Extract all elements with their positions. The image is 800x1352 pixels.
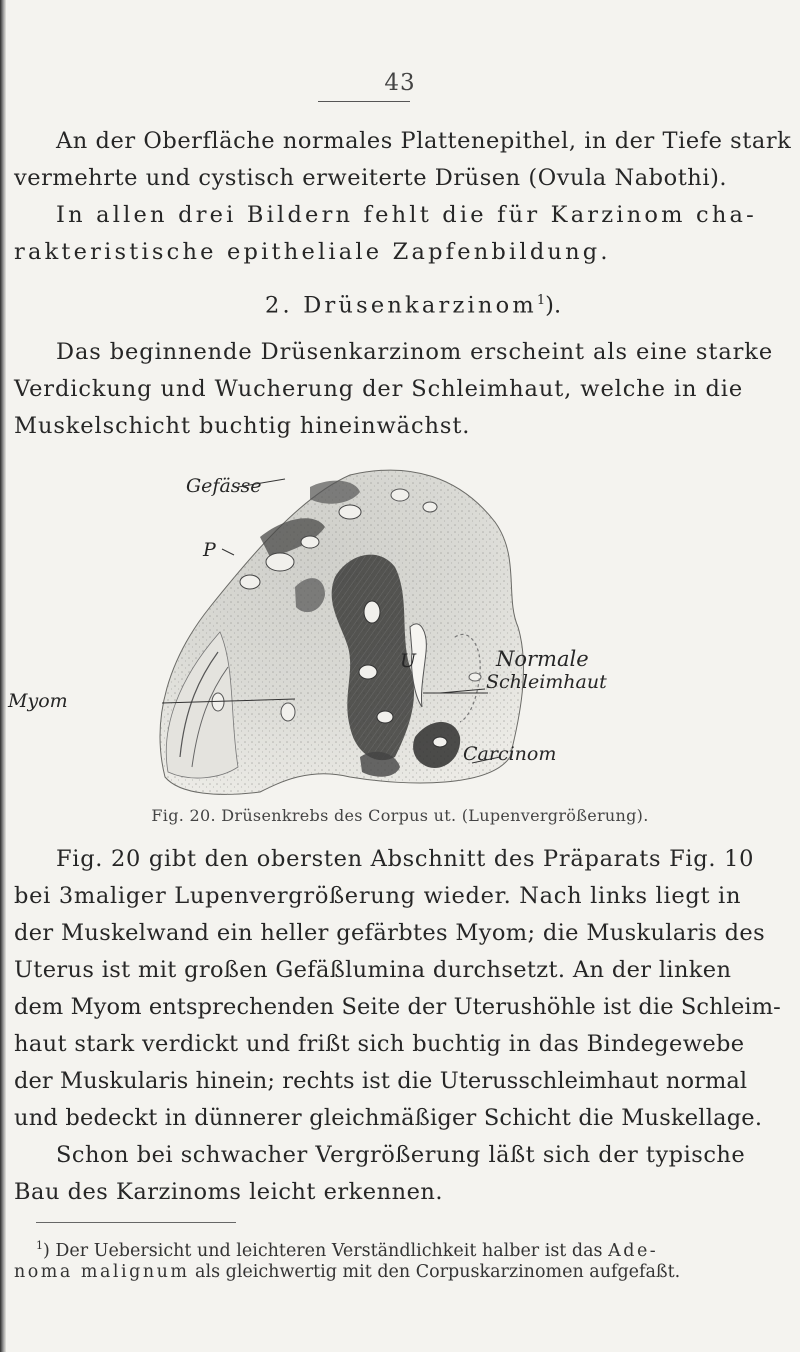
intro-line-1: An der Oberfläche normales Plattenepithel, in der Tiefe stark [56, 128, 792, 154]
spaced-line-2: rakteristische epitheliale Zapfenbildung. [14, 239, 611, 265]
footnote-text-1: ) Der Uebersicht und leichteren Verständlichkeit halber ist das [43, 1240, 603, 1261]
microscopy-illustration [110, 467, 710, 797]
figure-caption: Fig. 20. Drüsenkrebs des Corpus ut. (Lupenvergrößerung). [151, 806, 649, 825]
label-u: U [400, 650, 417, 672]
label-gefaesse: Gefässe [186, 475, 262, 497]
label-normale: Normale [496, 647, 589, 671]
section-heading-text: 2. Drüsenkarzinom [265, 292, 537, 319]
body-line-5: dem Myom entsprechenden Seite der Uterushöhle ist die Schleim- [14, 994, 781, 1020]
footnote-spaced-2: noma malignum [14, 1262, 190, 1282]
section-heading [265, 286, 561, 321]
section-line-2: Verdickung und Wucherung der Schleimhaut, welche in die [14, 376, 744, 402]
section-line-1: Das beginnende Drüsenkarzinom erscheint als eine starke [56, 339, 774, 365]
intro-line-2: vermehrte und cystisch erweiterte Drüsen (Ovula Nabothi). [14, 165, 728, 191]
footnote-line-1 [36, 1234, 658, 1263]
section-heading-close: ). [545, 292, 562, 319]
section-line-3: Muskelschicht buchtig hineinwächst. [14, 413, 471, 439]
body-line-1: Fig. 20 gibt den obersten Abschnitt des Präparats Fig. 10 [56, 846, 755, 872]
page-number: 43 [384, 70, 416, 96]
body-line-10: Bau des Karzinoms leicht erkennen. [14, 1179, 444, 1205]
body-line-8: und bedeckt in dünnerer gleichmäßiger Schicht die Muskellage. [14, 1105, 763, 1131]
footnote-ref-mark: 1 [536, 293, 546, 308]
body-line-6: haut stark verdickt und frißt sich buchtig in das Bindegewebe [14, 1031, 745, 1057]
spaced-line-1: In allen drei Bildern fehlt die für Karzinom cha- [56, 202, 757, 228]
footnote-line-2 [14, 1260, 680, 1284]
footnote-spaced-1: Ade- [608, 1240, 659, 1261]
body-line-7: der Muskularis hinein; rechts ist die Uterusschleimhaut normal [14, 1068, 748, 1094]
footnote-text-2: als gleichwertig mit den Corpuskarzinomen aufgefaßt. [195, 1262, 681, 1282]
label-carcinom: Carcinom [463, 743, 557, 765]
header-rule [318, 101, 410, 102]
label-schleimhaut: Schleimhaut [486, 671, 607, 693]
body-line-4: Uterus ist mit großen Gefäßlumina durchsetzt. An der linken [14, 957, 732, 983]
body-line-9: Schon bei schwacher Vergrößerung läßt sich der typische [56, 1142, 746, 1168]
footnote-rule [36, 1222, 236, 1223]
label-p: P [203, 539, 216, 561]
body-line-3: der Muskelwand ein heller gefärbtes Myom; die Muskularis des [14, 920, 765, 946]
footnote-mark: 1 [36, 1239, 43, 1252]
page-binding-edge [0, 0, 6, 1352]
figure-20 [110, 467, 710, 797]
body-line-2: bei 3maliger Lupenvergrößerung wieder. Nach links liegt in [14, 883, 742, 909]
label-myom: Myom [8, 690, 68, 712]
